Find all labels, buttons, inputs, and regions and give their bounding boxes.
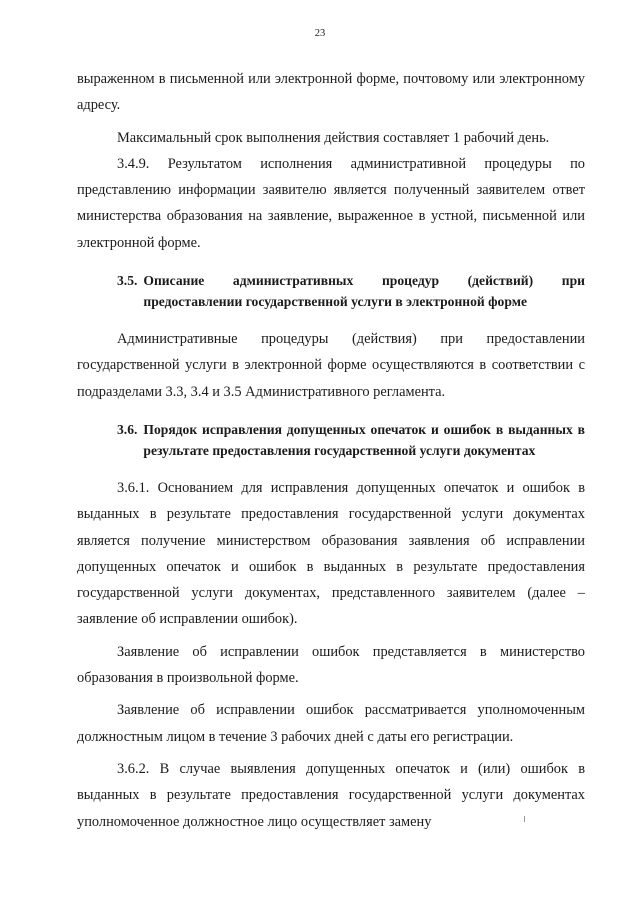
paragraph-review-term: Заявление об исправлении ошибок рассматривается уполномоченным должностным лицом в течение 3 рабочих дней с даты его регистрации.	[77, 702, 585, 745]
paragraph-3-6-2: 3.6.2. В случае выявления допущенных опечаток и (или) ошибок в выданных в результате предоставления государственной услуги документах уполномоченное должностное лицо осуществляет замену	[77, 760, 585, 830]
section-number: 3.6.	[117, 421, 138, 437]
paragraph-error-application: Заявление об исправлении ошибок представляется в министерство образования в произвольной форме.	[77, 643, 585, 687]
section-title: Порядок исправления допущенных опечаток и ошибок в выданных в результате предоставления государственной услуги документах	[143, 421, 585, 458]
scan-mark	[524, 816, 525, 822]
section-heading-3-5	[117, 270, 585, 312]
section-heading-3-6	[117, 419, 585, 461]
paragraph-continuation: выраженном в письменной или электронной форме, почтовому или электронному адресу.	[77, 71, 585, 114]
paragraph-3-6-1: 3.6.1. Основанием для исправления допущенных опечаток и ошибок в выданных в результате предоставления государственной услуги документах является получение министерством образования заявления об исправлении допущенных опечаток и ошибок в выданных в результате предоставления государственной услуги документах, представленного заявителем (далее – заявление об исправлении ошибок).	[77, 479, 585, 628]
paragraph-max-term: Максимальный срок выполнения действия составляет 1 рабочий день.	[117, 129, 550, 146]
section-title: Описание административных процедур (действий) при предоставлении государственной услуги в электронной форме	[143, 273, 585, 310]
paragraph-electronic-procedures: Административные процедуры (действия) при предоставлении государственной услуги в электронной форме осуществляются в соответствии с подразделами 3.3, 3.4 и 3.5 Административного регламента.	[77, 331, 585, 400]
section-number: 3.5.	[117, 273, 138, 289]
page-number: 23	[314, 28, 326, 39]
paragraph-3-4-9: 3.4.9. Результатом исполнения административной процедуры по представлению информации заявителю является полученный заявителем ответ министерства образования на заявление, выраженное в устной, письменной или электронной форме.	[77, 155, 585, 251]
document-body	[77, 66, 585, 835]
